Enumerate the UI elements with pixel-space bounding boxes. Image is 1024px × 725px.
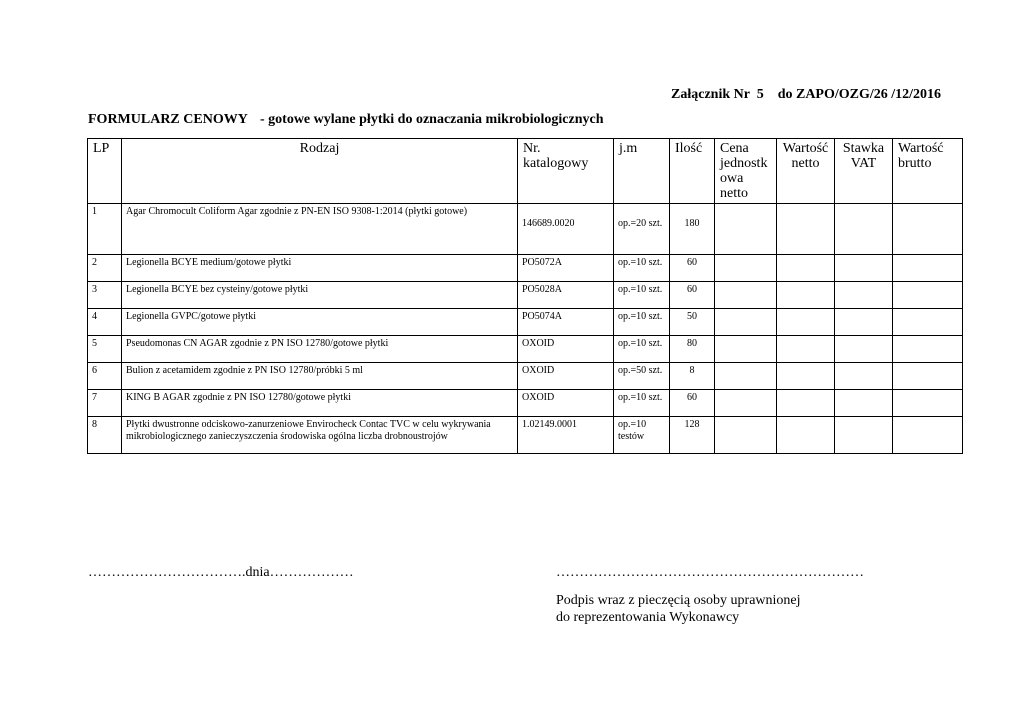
signature-line: ………………………………………………………… — [556, 565, 864, 580]
cell-cena[interactable] — [715, 336, 777, 363]
col-header-cena-jednostkowa: Cena jednostk owa netto — [715, 139, 777, 204]
cell-rodzaj: Płytki dwustronne odciskowo-zanurzeniowe Envirocheck Contac TVC w celu wykrywania mikrobiologicznego zanieczyszczenia środowiska ogólna liczba drobnoustrojów — [122, 417, 518, 454]
cell-lp: 7 — [88, 390, 122, 417]
cell-wartosc-netto[interactable] — [777, 363, 835, 390]
cell-cena[interactable] — [715, 363, 777, 390]
cell-wartosc-brutto[interactable] — [893, 282, 963, 309]
cell-rodzaj: KING B AGAR zgodnie z PN ISO 12780/gotowe płytki — [122, 390, 518, 417]
price-table — [87, 138, 963, 454]
table-row — [88, 336, 963, 363]
cell-stawka-vat[interactable] — [835, 417, 893, 454]
attachment-reference: Załącznik Nr 5 do ZAPO/OZG/26 /12/2016 — [671, 87, 942, 102]
form-title-row — [88, 112, 604, 128]
cell-jm: op.=10 szt. — [614, 336, 670, 363]
cell-wartosc-brutto[interactable] — [893, 417, 963, 454]
cell-cena[interactable] — [715, 255, 777, 282]
cell-stawka-vat[interactable] — [835, 255, 893, 282]
cell-nr: OXOID — [518, 336, 614, 363]
cell-jm: op.=10 szt. — [614, 309, 670, 336]
cell-rodzaj: Legionella GVPC/gotowe płytki — [122, 309, 518, 336]
table-row — [88, 417, 963, 454]
cell-wartosc-brutto[interactable] — [893, 309, 963, 336]
cell-nr: PO5072A — [518, 255, 614, 282]
col-header-lp: LP — [88, 139, 122, 204]
cell-stawka-vat[interactable] — [835, 336, 893, 363]
table-row — [88, 282, 963, 309]
cell-rodzaj: Bulion z acetamidem zgodnie z PN ISO 12780/próbki 5 ml — [122, 363, 518, 390]
cell-nr: 146689.0020 — [518, 204, 614, 255]
cell-rodzaj: Agar Chromocult Coliform Agar zgodnie z PN-EN ISO 9308-1:2014 (płytki gotowe) — [122, 204, 518, 255]
cell-ilosc: 80 — [670, 336, 715, 363]
col-header-wartosc-brutto: Wartość brutto — [893, 139, 963, 204]
col-header-rodzaj: Rodzaj — [122, 139, 518, 204]
table-row — [88, 363, 963, 390]
cell-rodzaj: Legionella BCYE bez cysteiny/gotowe płytki — [122, 282, 518, 309]
table-row — [88, 390, 963, 417]
signature-caption — [556, 592, 801, 626]
cell-stawka-vat[interactable] — [835, 204, 893, 255]
col-header-jm: j.m — [614, 139, 670, 204]
form-title: FORMULARZ CENOWY — [88, 112, 248, 127]
table-row — [88, 309, 963, 336]
cell-cena[interactable] — [715, 282, 777, 309]
col-header-wartosc-netto: Wartość netto — [777, 139, 835, 204]
cell-wartosc-netto[interactable] — [777, 255, 835, 282]
cell-lp: 2 — [88, 255, 122, 282]
cell-wartosc-brutto[interactable] — [893, 255, 963, 282]
cell-ilosc: 60 — [670, 282, 715, 309]
cell-wartosc-netto[interactable] — [777, 390, 835, 417]
cell-wartosc-netto[interactable] — [777, 282, 835, 309]
cell-wartosc-netto[interactable] — [777, 417, 835, 454]
cell-ilosc: 180 — [670, 204, 715, 255]
cell-jm: op.=10 szt. — [614, 282, 670, 309]
cell-wartosc-netto[interactable] — [777, 336, 835, 363]
cell-wartosc-brutto[interactable] — [893, 204, 963, 255]
date-line: …………………………….dnia……………… — [88, 565, 354, 580]
signature-caption-line-2: do reprezentowania Wykonawcy — [556, 610, 740, 625]
cell-cena[interactable] — [715, 204, 777, 255]
cell-wartosc-brutto[interactable] — [893, 390, 963, 417]
table-row — [88, 204, 963, 255]
cell-jm: op.=50 szt. — [614, 363, 670, 390]
cell-stawka-vat[interactable] — [835, 282, 893, 309]
col-header-nr-katalogowy: Nr. katalogowy — [518, 139, 614, 204]
cell-rodzaj: Pseudomonas CN AGAR zgodnie z PN ISO 12780/gotowe płytki — [122, 336, 518, 363]
cell-lp: 5 — [88, 336, 122, 363]
cell-lp: 1 — [88, 204, 122, 255]
cell-wartosc-brutto[interactable] — [893, 363, 963, 390]
cell-lp: 4 — [88, 309, 122, 336]
table-row — [88, 255, 963, 282]
cell-ilosc: 8 — [670, 363, 715, 390]
cell-lp: 6 — [88, 363, 122, 390]
cell-jm: op.=20 szt. — [614, 204, 670, 255]
cell-ilosc: 60 — [670, 255, 715, 282]
cell-jm: op.=10 szt. — [614, 390, 670, 417]
cell-lp: 3 — [88, 282, 122, 309]
cell-stawka-vat[interactable] — [835, 363, 893, 390]
col-header-ilosc: Ilość — [670, 139, 715, 204]
cell-rodzaj: Legionella BCYE medium/gotowe płytki — [122, 255, 518, 282]
cell-nr: PO5028A — [518, 282, 614, 309]
cell-cena[interactable] — [715, 390, 777, 417]
cell-stawka-vat[interactable] — [835, 309, 893, 336]
cell-wartosc-netto[interactable] — [777, 204, 835, 255]
cell-cena[interactable] — [715, 417, 777, 454]
cell-jm: op.=10 szt. — [614, 255, 670, 282]
cell-ilosc: 50 — [670, 309, 715, 336]
cell-wartosc-brutto[interactable] — [893, 336, 963, 363]
form-subtitle: - gotowe wylane płytki do oznaczania mikrobiologicznych — [260, 112, 604, 127]
cell-wartosc-netto[interactable] — [777, 309, 835, 336]
cell-jm: op.=10 testów — [614, 417, 670, 454]
cell-ilosc: 60 — [670, 390, 715, 417]
table-header-row — [88, 139, 963, 204]
cell-ilosc: 128 — [670, 417, 715, 454]
cell-nr: OXOID — [518, 363, 614, 390]
cell-nr: PO5074A — [518, 309, 614, 336]
cell-lp: 8 — [88, 417, 122, 454]
signature-caption-line-1: Podpis wraz z pieczęcią osoby uprawnionej — [556, 593, 801, 608]
cell-cena[interactable] — [715, 309, 777, 336]
col-header-stawka-vat: Stawka VAT — [835, 139, 893, 204]
cell-nr: 1.02149.0001 — [518, 417, 614, 454]
cell-nr: OXOID — [518, 390, 614, 417]
cell-stawka-vat[interactable] — [835, 390, 893, 417]
